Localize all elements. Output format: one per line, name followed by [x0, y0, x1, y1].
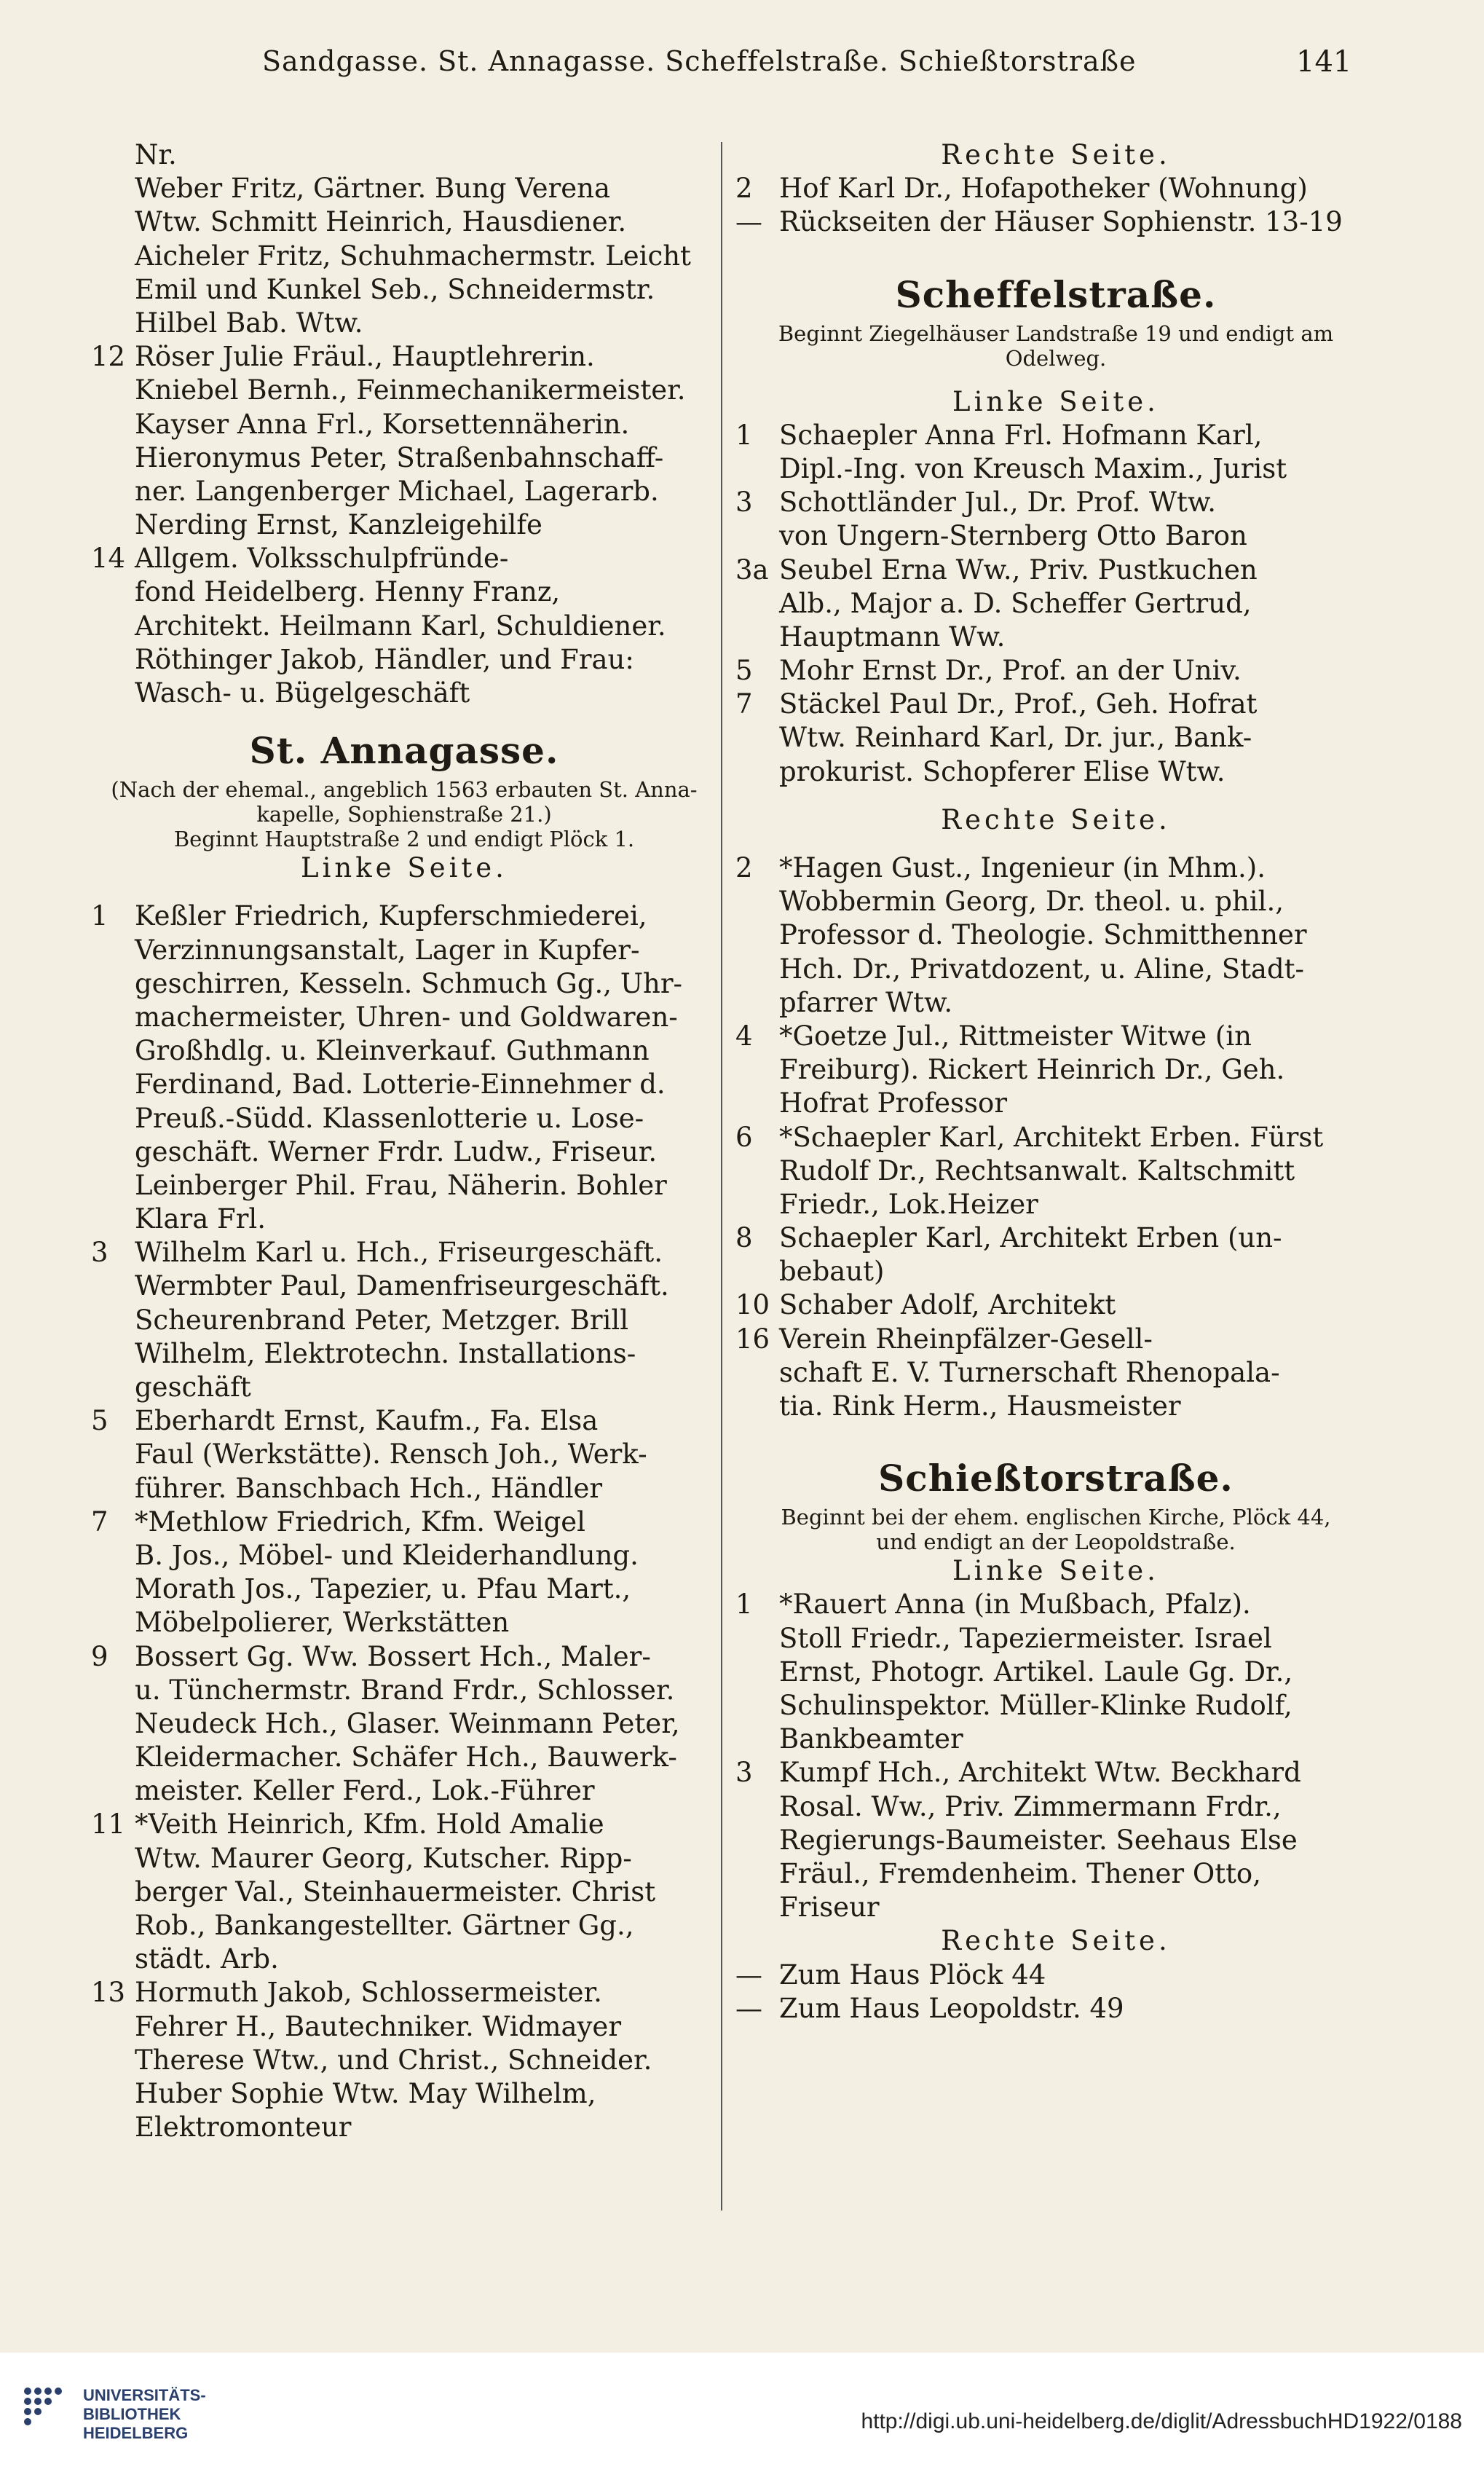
address-line — [735, 419, 1376, 452]
entry-text: Stoll Friedr., Tapeziermeister. Israel — [779, 1622, 1272, 1654]
house-number: 13 — [91, 1977, 126, 2009]
entry-text: Rückseiten der Häuser Sophienstr. 13-19 — [779, 206, 1343, 238]
entry-text: Preuß.-Südd. Klassenlotterie u. Lose- — [135, 1102, 644, 1134]
entry-text: Friedr., Lok.Heizer — [779, 1188, 1038, 1220]
section-note: Beginnt Ziegelhäuser Landstraße 19 und endigt am — [778, 320, 1334, 346]
address-line — [735, 1356, 1376, 1390]
address-line — [735, 851, 1376, 885]
schiess-right-entries — [735, 1959, 1376, 2026]
entry-text: Huber Sophie Wtw. May Wilhelm, — [135, 2077, 596, 2109]
entry-text: Stäckel Paul Dr., Prof., Geh. Hofrat — [779, 688, 1258, 720]
address-line — [91, 1942, 717, 1976]
address-line — [91, 1909, 717, 1942]
entry-text: *Rauert Anna (in Mußbach, Pfalz). — [779, 1589, 1251, 1621]
entry-text: Hormuth Jakob, Schlossermeister. — [135, 1977, 602, 2009]
entry-text: Fräul., Fremdenheim. Thener Otto, — [779, 1857, 1261, 1889]
entry-text: Rob., Bankangestellter. Gärtner Gg., — [135, 1910, 634, 1942]
entry-text: Hilbel Bab. Wtw. — [135, 307, 363, 339]
address-line — [735, 554, 1376, 587]
entry-text: geschäft. Werner Frdr. Ludw., Friseur. — [135, 1135, 658, 1168]
address-line — [735, 1323, 1376, 1356]
entry-text: Verein Rheinpfälzer-Gesell- — [779, 1323, 1153, 1355]
entry-text: Kniebel Bernh., Feinmechanikermeister. — [135, 374, 686, 406]
address-line — [735, 721, 1376, 755]
house-number: 8 — [735, 1222, 753, 1254]
address-line — [735, 519, 1376, 553]
address-line — [735, 1790, 1376, 1824]
side-label-rechte: Rechte Seite. — [941, 1925, 1171, 1957]
address-line — [735, 1188, 1376, 1221]
address-line — [91, 900, 717, 933]
address-line — [91, 575, 717, 609]
address-line — [91, 374, 717, 407]
house-number: 2 — [735, 173, 753, 205]
house-number: 10 — [735, 1289, 770, 1321]
address-line — [735, 885, 1376, 918]
address-line — [735, 1255, 1376, 1288]
entry-text: Scheurenbrand Peter, Metzger. Brill — [135, 1304, 629, 1336]
entry-text: städt. Arb. — [135, 1943, 279, 1975]
address-line — [735, 1824, 1376, 1857]
house-number: 2 — [735, 852, 753, 884]
side-label-linke: Linke Seite. — [952, 1555, 1159, 1587]
address-line — [91, 1202, 717, 1236]
address-line — [91, 1674, 717, 1707]
section-note: und endigt an der Leopoldstraße. — [876, 1530, 1236, 1555]
address-line — [91, 1269, 717, 1303]
entry-text: Faul (Werkstätte). Rensch Joh., Werk- — [135, 1438, 647, 1471]
address-line — [91, 1774, 717, 1808]
address-line — [91, 1842, 717, 1875]
section-notes-scheffelstrasse — [735, 321, 1376, 371]
left-column — [91, 138, 717, 2144]
address-line — [91, 1976, 717, 2009]
address-line — [91, 240, 717, 273]
address-line — [735, 1053, 1376, 1087]
entry-text: Ernst, Photogr. Artikel. Laule Gg. Dr., — [779, 1656, 1293, 1688]
entry-text: Architekt. Heilmann Karl, Schuldiener. — [135, 610, 666, 642]
entry-text: Kumpf Hch., Architekt Wtw. Beckhard — [779, 1757, 1301, 1789]
entry-text: Seubel Erna Ww., Priv. Pustkuchen — [779, 554, 1258, 586]
entry-text: machermeister, Uhren- und Goldwaren- — [135, 1001, 678, 1033]
side-label-linke: Linke Seite. — [301, 852, 508, 884]
right-column — [735, 138, 1376, 2026]
entry-text: *Schaepler Karl, Architekt Erben. Fürst — [779, 1121, 1324, 1153]
entry-text: Keßler Friedrich, Kupferschmiederei, — [135, 900, 647, 932]
entry-text: Hof Karl Dr., Hofapotheker (Wohnung) — [779, 173, 1308, 205]
entry-text: Alb., Major a. D. Scheffer Gertrud, — [779, 587, 1252, 619]
entry-text: B. Jos., Möbel- und Kleiderhandlung. — [135, 1539, 639, 1571]
entry-text: Zum Haus Plöck 44 — [779, 1959, 1046, 1991]
entry-text: Klara Frl. — [135, 1203, 266, 1235]
house-number: 16 — [735, 1323, 770, 1355]
entry-text: Regierungs-Baumeister. Seehaus Else — [779, 1824, 1298, 1856]
address-line — [735, 918, 1376, 952]
entry-text: Morath Jos., Tapezier, u. Pfau Mart., — [135, 1573, 631, 1605]
entry-text: prokurist. Schopferer Elise Wtw. — [779, 755, 1226, 787]
entry-text: Wasch- u. Bügelgeschäft — [135, 677, 470, 709]
entry-text: Allgem. Volksschulpfründe- — [135, 543, 509, 575]
entry-text: Therese Wtw., und Christ., Schneider. — [135, 2044, 652, 2076]
address-line — [735, 172, 1376, 205]
section-title-annagasse: St. Annagasse. — [249, 729, 559, 773]
library-name-line: BIBLIOTHEK — [83, 2405, 181, 2423]
address-line — [91, 441, 717, 475]
address-line — [735, 1756, 1376, 1790]
entry-text: Hch. Dr., Privatdozent, u. Aline, Stadt- — [779, 953, 1305, 985]
entry-text: Möbelpolierer, Werkstätten — [135, 1607, 510, 1639]
address-line — [91, 1875, 717, 1909]
address-line — [735, 1588, 1376, 1621]
house-number: 1 — [735, 419, 753, 451]
address-line — [91, 643, 717, 677]
entry-text: Zum Haus Leopoldstr. 49 — [779, 1992, 1124, 2024]
address-line — [91, 2044, 717, 2077]
scheffel-right-entries — [735, 851, 1376, 1423]
address-line — [735, 1390, 1376, 1423]
entry-text: Röser Julie Fräul., Hauptlehrerin. — [135, 341, 595, 373]
entry-text: u. Tünchermstr. Brand Frdr., Schlosser. — [135, 1674, 675, 1706]
library-name — [83, 2386, 206, 2443]
house-number: 7 — [91, 1505, 108, 1538]
entry-text: Aicheler Fritz, Schuhmachermstr. Leicht — [135, 240, 691, 272]
section-title-schiesstorstrasse: Schießtorstraße. — [878, 1457, 1234, 1500]
entry-text: Wtw. Schmitt Heinrich, Hausdiener. — [135, 206, 627, 238]
source-url-link[interactable]: http://digi.ub.uni-heidelberg.de/diglit/AdressbuchHD1922/0188 — [861, 2409, 1462, 2433]
entry-text: Weber Fritz, Gärtner. Bung Verena — [135, 173, 611, 205]
address-line — [735, 621, 1376, 654]
entry-text: Hofrat Professor — [779, 1087, 1008, 1119]
entry-text: tia. Rink Herm., Hausmeister — [779, 1390, 1181, 1422]
entry-text: *Veith Heinrich, Kfm. Hold Amalie — [135, 1808, 604, 1841]
address-line — [735, 654, 1376, 688]
house-number: 5 — [735, 655, 753, 687]
address-line — [735, 953, 1376, 986]
entry-text: Röthinger Jakob, Händler, und Frau: — [135, 643, 634, 675]
left-top-list — [91, 138, 717, 710]
address-line — [735, 1020, 1376, 1053]
address-line — [91, 1606, 717, 1639]
address-line — [735, 688, 1376, 721]
address-line — [735, 1992, 1376, 2026]
entry-text: Dipl.-Ing. von Kreusch Maxim., Jurist — [779, 452, 1287, 484]
library-logo-icon — [22, 2385, 73, 2444]
address-line — [735, 1656, 1376, 1689]
section-notes-schiesstorstrasse — [735, 1505, 1376, 1554]
address-line — [91, 408, 717, 441]
entry-text: Friseur — [779, 1892, 880, 1924]
entry-text: Großhdlg. u. Kleinverkauf. Guthmann — [135, 1035, 650, 1067]
entry-text: Kleidermacher. Schäfer Hch., Bauwerk- — [135, 1741, 677, 1774]
address-line — [735, 1288, 1376, 1322]
address-line — [91, 1236, 717, 1269]
address-line — [735, 1121, 1376, 1154]
house-number: 1 — [91, 900, 108, 932]
house-number: 5 — [91, 1405, 108, 1437]
right-top-list — [735, 172, 1376, 239]
address-line — [91, 967, 717, 1001]
section-note: kapelle, Sophienstraße 21.) — [256, 802, 552, 827]
house-number: — — [735, 206, 762, 238]
entry-text: Rosal. Ww., Priv. Zimmermann Frdr., — [779, 1790, 1282, 1822]
entry-text: Elektromonteur — [135, 2111, 352, 2144]
address-line — [91, 138, 717, 172]
address-line — [91, 2111, 717, 2144]
house-number: 12 — [91, 341, 126, 373]
entry-text: Nr. — [135, 139, 177, 170]
house-number: 6 — [735, 1121, 753, 1153]
entry-text: geschirren, Kesseln. Schmuch Gg., Uhr- — [135, 967, 683, 999]
address-line — [91, 542, 717, 575]
address-line — [735, 452, 1376, 486]
address-line — [91, 340, 717, 374]
entry-text: Schulinspektor. Müller-Klinke Rudolf, — [779, 1690, 1292, 1721]
entry-text: *Goetze Jul., Rittmeister Witwe (in — [779, 1020, 1252, 1052]
address-line — [91, 1169, 717, 1202]
entry-text: Wtw. Reinhard Karl, Dr. jur., Bank- — [779, 722, 1252, 754]
entry-text: geschäft — [135, 1371, 251, 1404]
address-line — [91, 1741, 717, 1774]
address-line — [91, 1001, 717, 1034]
viewer-footer — [0, 2353, 1484, 2480]
entry-text: Schaepler Anna Frl. Hofmann Karl, — [779, 419, 1263, 451]
entry-text: Fehrer H., Bautechniker. Widmayer — [135, 2010, 622, 2042]
house-number: 11 — [91, 1808, 126, 1841]
side-label-rechte: Rechte Seite. — [941, 803, 1171, 835]
entry-text: fond Heidelberg. Henny Franz, — [135, 576, 561, 608]
address-line — [91, 307, 717, 340]
entry-text: Emil und Kunkel Seb., Schneidermstr. — [135, 273, 655, 305]
entry-text: Wermbter Paul, Damenfriseurgeschäft. — [135, 1270, 669, 1302]
house-number: — — [735, 1959, 762, 1991]
house-number: 3a — [735, 554, 769, 586]
entry-text: Leinberger Phil. Frau, Näherin. Bohler — [135, 1169, 667, 1201]
address-line — [735, 587, 1376, 621]
entry-text: Eberhardt Ernst, Kaufm., Fa. Elsa — [135, 1405, 599, 1437]
entry-text: bebaut) — [779, 1256, 885, 1288]
entry-text: Bossert Gg. Ww. Bossert Hch., Maler- — [135, 1640, 651, 1672]
entry-text: Schottländer Jul., Dr. Prof. Wtw. — [779, 487, 1216, 519]
address-line — [91, 677, 717, 710]
entry-text: Professor d. Theologie. Schmitthenner — [779, 919, 1307, 951]
address-line — [91, 2077, 717, 2111]
side-label-rechte: Rechte Seite. — [941, 139, 1171, 170]
entry-text: Schaber Adolf, Architekt — [779, 1289, 1116, 1321]
address-line — [91, 1304, 717, 1337]
scheffel-left-entries — [735, 419, 1376, 789]
entry-text: Neudeck Hch., Glaser. Weinmann Peter, — [135, 1707, 680, 1739]
address-line — [91, 1539, 717, 1572]
entry-text: Wtw. Maurer Georg, Kutscher. Ripp- — [135, 1842, 632, 1874]
address-line — [91, 1337, 717, 1371]
address-line — [735, 1723, 1376, 1756]
address-line — [91, 1707, 717, 1741]
address-line — [91, 1640, 717, 1674]
address-line — [735, 1221, 1376, 1255]
address-line — [91, 610, 717, 643]
entry-text: Wilhelm, Elektrotechn. Installations- — [135, 1337, 636, 1369]
address-line — [91, 1034, 717, 1068]
address-line — [91, 1404, 717, 1438]
page-number: 141 — [1296, 45, 1352, 79]
library-name-line: HEIDELBERG — [83, 2424, 189, 2442]
address-line — [91, 1135, 717, 1169]
address-line — [91, 205, 717, 239]
entry-text: Rudolf Dr., Rechtsanwalt. Kaltschmitt — [779, 1154, 1295, 1186]
section-note: (Nach der ehemal., angeblich 1563 erbauten St. Anna- — [111, 777, 698, 803]
section-note: Beginnt bei der ehem. englischen Kirche, Plöck 44, — [781, 1505, 1331, 1530]
house-number: 4 — [735, 1020, 753, 1052]
entry-text: pfarrer Wtw. — [779, 986, 953, 1018]
section-notes-annagasse — [91, 777, 717, 851]
address-line — [735, 486, 1376, 519]
address-line — [91, 508, 717, 542]
entry-text: Mohr Ernst Dr., Prof. an der Univ. — [779, 655, 1242, 687]
address-line — [91, 1102, 717, 1135]
entry-text: schaft E. V. Turnerschaft Rhenopala- — [779, 1356, 1280, 1388]
address-line — [735, 986, 1376, 1020]
section-note: Beginnt Hauptstraße 2 und endigt Plöck 1. — [173, 827, 635, 852]
address-line — [91, 475, 717, 508]
address-line — [735, 1891, 1376, 1924]
entry-text: berger Val., Steinhauermeister. Christ — [135, 1875, 656, 1908]
address-line — [91, 172, 717, 205]
address-line — [735, 1689, 1376, 1723]
address-line — [91, 1068, 717, 1101]
house-number: 9 — [91, 1640, 108, 1672]
house-number: 1 — [735, 1589, 753, 1621]
entry-text: führer. Banschbach Hch., Händler — [135, 1472, 603, 1504]
entry-text: Ferdinand, Bad. Lotterie-Einnehmer d. — [135, 1068, 666, 1101]
address-line — [735, 205, 1376, 239]
address-line — [91, 934, 717, 967]
address-line — [91, 2010, 717, 2044]
entry-text: Wilhelm Karl u. Hch., Friseurgeschäft. — [135, 1237, 663, 1269]
entry-text: Wobbermin Georg, Dr. theol. u. phil., — [779, 886, 1284, 918]
entry-text: Nerding Ernst, Kanzleigehilfe — [135, 509, 542, 541]
address-line — [735, 1959, 1376, 1992]
address-line — [91, 1438, 717, 1471]
entry-text: Schaepler Karl, Architekt Erben (un- — [779, 1222, 1282, 1254]
house-number: 3 — [735, 487, 753, 519]
house-number: 14 — [91, 543, 126, 575]
entry-text: ner. Langenberger Michael, Lagerarb. — [135, 475, 659, 507]
entry-text: *Hagen Gust., Ingenieur (in Mhm.). — [779, 852, 1266, 884]
address-line — [91, 1808, 717, 1841]
address-line — [735, 1087, 1376, 1120]
section-note: Odelweg. — [1005, 345, 1107, 371]
address-line — [91, 273, 717, 307]
library-logo[interactable] — [22, 2385, 206, 2444]
entry-text: Verzinnungsanstalt, Lager in Kupfer- — [135, 934, 640, 966]
entry-text: meister. Keller Ferd., Lok.-Führer — [135, 1775, 595, 1807]
entry-text: Hieronymus Peter, Straßenbahnschaff- — [135, 441, 664, 473]
entry-text: Bankbeamter — [779, 1723, 963, 1755]
library-name-line: UNIVERSITÄTS- — [83, 2386, 206, 2404]
side-label-linke: Linke Seite. — [952, 385, 1159, 417]
address-line — [91, 1505, 717, 1539]
page-header: Sandgasse. St. Annagasse. Scheffelstraße. Schießtorstraße — [262, 45, 1137, 77]
section-title-scheffelstrasse: Scheffelstraße. — [895, 272, 1217, 316]
entry-text: von Ungern-Sternberg Otto Baron — [779, 520, 1247, 552]
annagasse-entries — [91, 900, 717, 2144]
address-line — [735, 1154, 1376, 1188]
entry-text: Freiburg). Rickert Heinrich Dr., Geh. — [779, 1054, 1285, 1086]
address-line — [735, 755, 1376, 789]
address-line — [91, 1472, 717, 1505]
house-number: 7 — [735, 688, 753, 720]
entry-text: Hauptmann Ww. — [779, 621, 1006, 653]
house-number: — — [735, 1992, 762, 2024]
house-number: 3 — [91, 1237, 108, 1269]
address-line — [735, 1622, 1376, 1656]
entry-text: *Methlow Friedrich, Kfm. Weigel — [135, 1505, 585, 1538]
house-number: 3 — [735, 1757, 753, 1789]
column-divider — [721, 142, 722, 2211]
address-line — [735, 1857, 1376, 1891]
entry-text: Kayser Anna Frl., Korsettennäherin. — [135, 408, 630, 440]
schiess-left-entries — [735, 1588, 1376, 1924]
address-line — [91, 1572, 717, 1606]
address-line — [91, 1371, 717, 1404]
